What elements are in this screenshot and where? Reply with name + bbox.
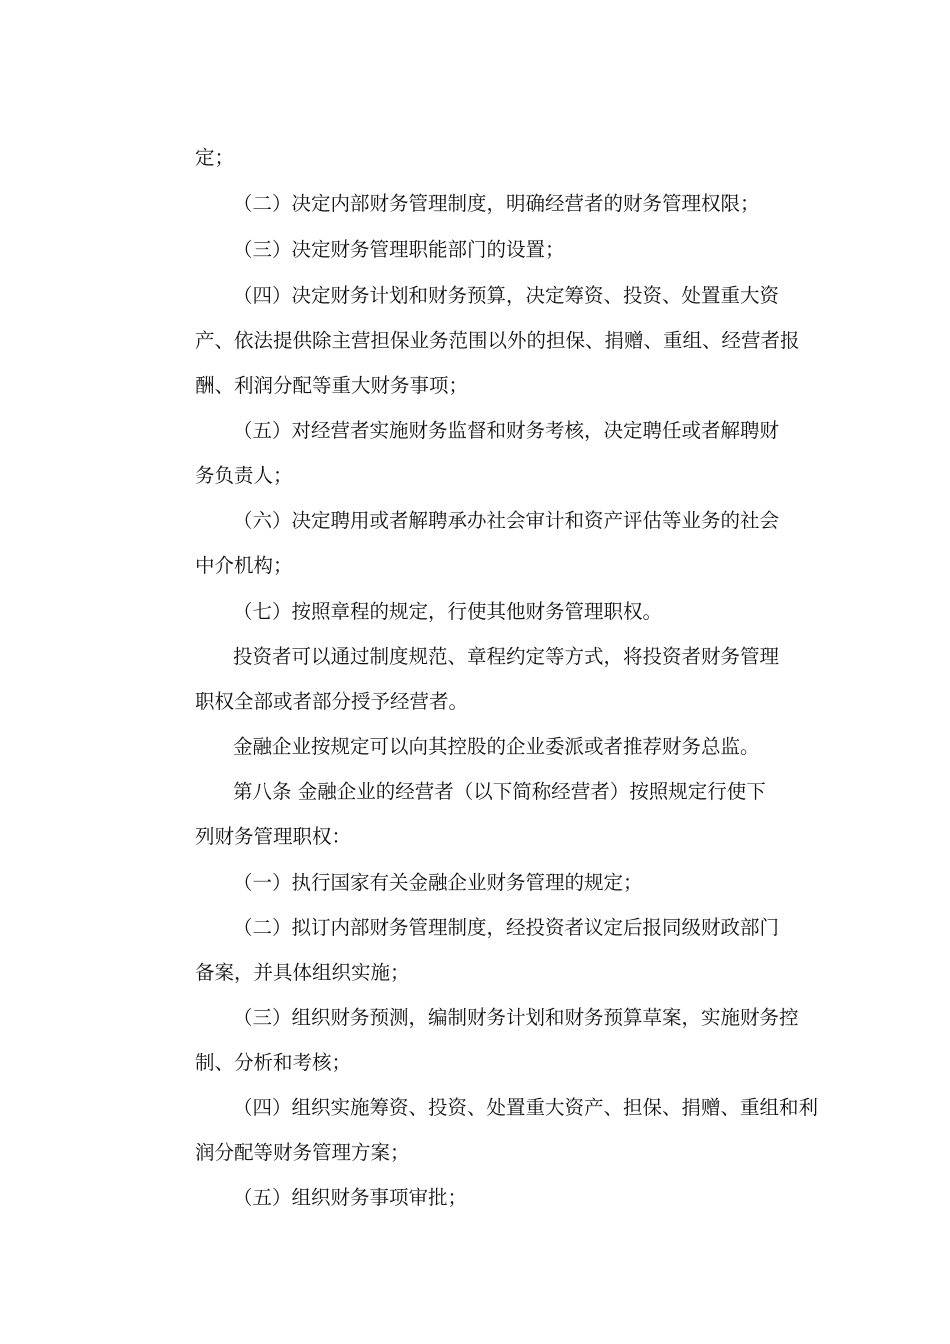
text-line: （七）按照章程的规定，行使其他财务管理职权。 — [233, 600, 663, 623]
text-line: 定； — [195, 146, 235, 169]
text-line: （三）决定财务管理职能部门的设置； — [233, 238, 565, 261]
text-line: （三）组织财务预测，编制财务计划和财务预算草案，实施财务控 — [233, 1006, 799, 1029]
text-line: 润分配等财务管理方案； — [195, 1141, 410, 1164]
text-line: 制、分析和考核； — [195, 1051, 352, 1074]
text-line: （五）组织财务事项审批； — [233, 1186, 468, 1209]
text-line: 职权全部或者部分授予经营者。 — [195, 690, 469, 713]
text-line: （四）决定财务计划和财务预算，决定筹资、投资、处置重大资 — [233, 284, 780, 307]
text-line: 投资者可以通过制度规范、章程约定等方式，将投资者财务管理 — [233, 645, 780, 668]
text-line: 列财务管理职权： — [195, 825, 352, 848]
text-line: （一）执行国家有关金融企业财务管理的规定； — [233, 871, 643, 894]
text-line: （二）拟订内部财务管理制度，经投资者议定后报同级财政部门 — [233, 916, 780, 939]
text-line: 第八条 金融企业的经营者（以下简称经营者）按照规定行使下 — [233, 780, 766, 803]
text-line: （五）对经营者实施财务监督和财务考核，决定聘任或者解聘财 — [233, 419, 780, 442]
text-line: （四）组织实施筹资、投资、处置重大资产、担保、捐赠、重组和利 — [233, 1096, 819, 1119]
text-line: 产、依法提供除主营担保业务范围以外的担保、捐赠、重组、经营者报 — [195, 329, 800, 352]
text-line: 酬、利润分配等重大财务事项； — [195, 374, 469, 397]
text-line: （六）决定聘用或者解聘承办社会审计和资产评估等业务的社会 — [233, 509, 780, 532]
text-line: 备案，并具体组织实施； — [195, 961, 410, 984]
text-line: 金融企业按规定可以向其控股的企业委派或者推荐财务总监。 — [233, 735, 760, 758]
text-line: 中介机构； — [195, 554, 293, 577]
text-line: （二）决定内部财务管理制度，明确经营者的财务管理权限； — [233, 192, 760, 215]
text-line: 务负责人； — [195, 464, 293, 487]
